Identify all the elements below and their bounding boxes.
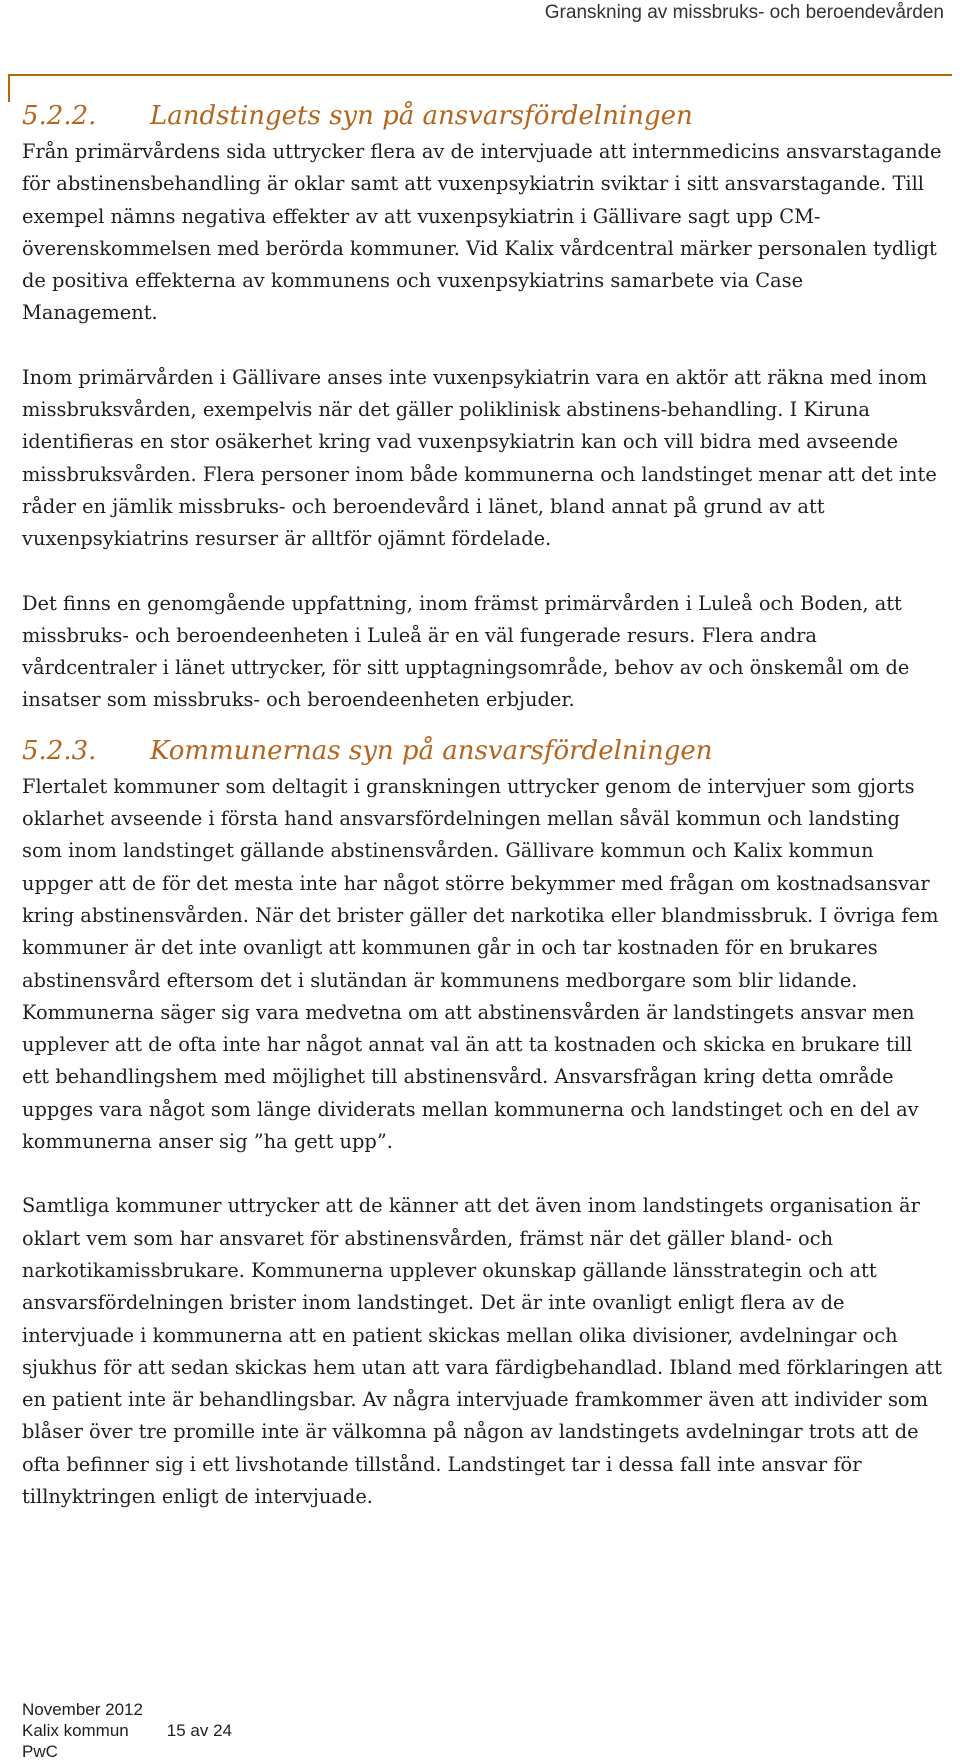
section-number: 5.2.2.: [22, 101, 97, 131]
section-heading-5-2-2: [22, 96, 942, 136]
paragraph: Från primärvårdens sida uttrycker flera av de intervjuade att internmedicins ansvarstagande för abstinensbehandling är oklar samt att vuxenpsykiatrin sviktar i sitt ansvarstagande. Till exempel nämns negativa effekter av att vuxenpsykiatrin i Gällivare sagt upp CM-överenskommelsen med berörda kommuner. Vid Kalix vårdcentral märker personalen tydligt de positiva effekterna av kommunens och vuxenpsykiatrins samarbete via Case Management.: [22, 140, 942, 325]
header-rule: [8, 74, 952, 76]
running-header: Granskning av missbruks- och beroendevården: [544, 2, 944, 23]
paragraph: Samtliga kommuner uttrycker att de känner att det även inom landstingets organisation är oklart vem som har ansvaret för abstinensvården, främst när det gäller bland- och narkotikamissbrukare. Kommunerna upplever okunskap gällande länsstrategin och att ansvarsfördelningen brister inom landstinget. Det är inte ovanligt enligt flera av de intervjuade i kommunerna att en patient skickas mellan olika divisioner, avdelningar och sjukhus för att sedan skickas hem utan att vara färdigbehandlad. Ibland med förklaringen att en patient inte är behandlingsbar. Av några intervjuade framkommer även att individer som blåser över tre promille inte är välkomna på någon av landstingets avdelningar trots att de ofta befinner sig i ett livshotande tillstånd. Landstinget tar i dessa fall inte ansvar för tillnyktringen enligt de intervjuade.: [22, 1194, 942, 1508]
paragraph: Inom primärvården i Gällivare anses inte vuxenpsykiatrin vara en aktör att räkna med inom missbruksvården, exempelvis när det gäller poliklinisk abstinens-behandling. I Kiruna identifieras en stor osäkerhet kring vad vuxenpsykiatrin kan och vill bidra med avseende missbruksvården. Flera personer inom både kommunerna och landstinget menar att det inte råder en jämlik missbruks- och beroendevård i länet, bland annat på grund av att vuxenpsykiatrins resurser är alltför ojämnt fördelade.: [22, 365, 937, 551]
header-corner-tick: [8, 74, 10, 102]
footer-org: Kalix kommun: [22, 1721, 129, 1740]
footer-date: November 2012: [22, 1700, 143, 1719]
footer-company: PwC: [22, 1742, 58, 1761]
section-title: Landstingets syn på ansvarsfördelningen: [150, 101, 693, 131]
page-footer: [22, 1699, 232, 1762]
section-title: Kommunernas syn på ansvarsfördelningen: [150, 735, 713, 766]
document-body: [22, 96, 942, 1513]
paragraph: Det finns en genomgående uppfattning, inom främst primärvården i Luleå och Boden, att missbruks- och beroendeenheten i Luleå är en väl fungerade resurs. Flera andra vårdcentraler i länet uttrycker, för sitt upptagningsområde, behov av och önskemål om de insatser som missbruks- och beroendeenheten erbjuder.: [22, 591, 910, 712]
paragraph: Flertalet kommuner som deltagit i granskningen uttrycker genom de intervjuer som gjorts oklarhet avseende i första hand ansvarsfördelningen mellan såväl kommun och landsting som inom landstinget gällande abstinensvården. Gällivare kommun och Kalix kommun uppger att de för det mesta inte har något större bekymmer med frågan om kostnadsansvar kring abstinensvården. När det brister gäller det narkotika eller blandmissbruk. I övriga fem kommuner är det inte ovanligt att kommunen går in och tar kostnaden för en brukares abstinensvård eftersom det i slutändan är kommunens medborgare som blir lidande. Kommunerna säger sig vara medvetna om att abstinensvården är landstingets ansvar men upplever att de ofta inte har något annat val än att ta kostnaden och skicka en brukare till ett behandlingshem med möjlighet till abstinensvård. Ansvarsfrågan kring detta område uppges vara något som länge dividerats mellan kommunerna och landstinget och en del av kommunerna anser sig ”ha gett upp”.: [22, 774, 939, 1154]
section-heading-5-2-3: [22, 731, 942, 771]
page-number: 15 av 24: [166, 1721, 232, 1740]
section-number: 5.2.3.: [22, 735, 97, 766]
